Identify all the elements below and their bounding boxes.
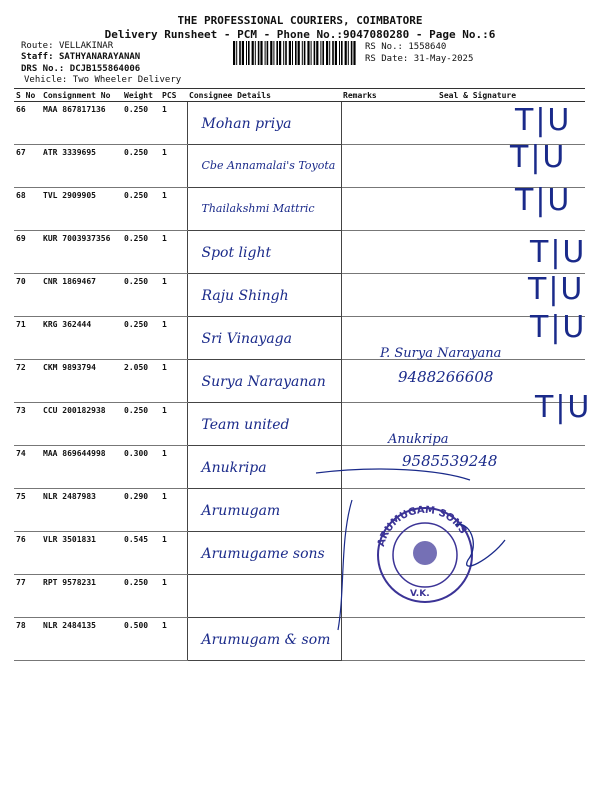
drs-label: DRS No.: <box>21 64 65 74</box>
row-consignment: CKM 9893794 <box>41 360 122 403</box>
row-pcs: 1 <box>160 446 187 489</box>
row-consignment: ATR 3339695 <box>41 145 122 188</box>
rs-date-value: 31-May-2025 <box>413 54 474 64</box>
consignee-handwriting: Arumugam & som <box>201 632 331 648</box>
row-consignment: VLR 3501831 <box>41 532 122 575</box>
row-sno: 74 <box>14 446 41 489</box>
row-weight: 0.250 <box>122 145 160 188</box>
row-weight: 0.250 <box>122 188 160 231</box>
row-consignment: CCU 200182938 <box>41 403 122 446</box>
row-pcs: 1 <box>160 188 187 231</box>
staff-label: Staff: <box>21 52 54 62</box>
row-weight: 0.300 <box>122 446 160 489</box>
rs-date-label: RS Date: <box>365 54 409 64</box>
consignee-handwriting: Surya Narayanan <box>201 374 326 390</box>
row-weight: 2.050 <box>122 360 160 403</box>
row-sno: 70 <box>14 274 41 317</box>
row-pcs: 1 <box>160 231 187 274</box>
svg-text:ARUMUGAM SONS: ARUMUGAM SONS <box>375 504 469 548</box>
row-consignment: RPT 9578231 <box>41 575 122 618</box>
signature-mark-69: T|U <box>530 235 587 270</box>
header-consignee: Consignee Details <box>187 89 341 102</box>
consignee-handwriting: Spot light <box>201 245 272 261</box>
header-sno: S No <box>14 89 41 102</box>
header-consignment: Consignment No <box>41 89 122 102</box>
header-pcs: PCS <box>160 89 187 102</box>
row-consignment: KUR 7003937356 <box>41 231 122 274</box>
signature-mark-66: T|U <box>515 103 572 138</box>
row-sno: 67 <box>14 145 41 188</box>
row-weight: 0.250 <box>122 317 160 360</box>
row-pcs: 1 <box>160 489 187 532</box>
consignee-handwriting: Sri Vinayaga <box>201 331 292 347</box>
header-remarks: Remarks <box>341 89 399 102</box>
row-pcs: 1 <box>160 360 187 403</box>
consignee-handwriting: Anukripa <box>201 460 267 476</box>
row-weight: 0.250 <box>122 231 160 274</box>
header-weight: Weight <box>122 89 160 102</box>
row-weight: 0.250 <box>122 575 160 618</box>
row-consignment: CNR 1869467 <box>41 274 122 317</box>
row-consignment: MAA 867817136 <box>41 102 122 145</box>
row-sno: 73 <box>14 403 41 446</box>
row-sno: 78 <box>14 618 41 661</box>
consignee-handwriting: Team united <box>201 417 290 433</box>
row-pcs: 1 <box>160 532 187 575</box>
row-pcs: 1 <box>160 403 187 446</box>
signature-mark-70: T|U <box>528 272 585 307</box>
rs-no-label: RS No.: <box>365 42 403 52</box>
remark-72-name: P. Surya Narayana <box>380 346 502 361</box>
row-pcs: 1 <box>160 102 187 145</box>
signature-mark-68: T|U <box>515 183 572 218</box>
signature-mark-71: T|U <box>530 310 587 345</box>
row-consignment: NLR 2484135 <box>41 618 122 661</box>
vehicle-value: Two Wheeler Delivery <box>72 75 182 85</box>
row-sno: 69 <box>14 231 41 274</box>
row-consignment: KRG 362444 <box>41 317 122 360</box>
drs-value: DCJB155864006 <box>69 64 141 74</box>
row-pcs: 1 <box>160 145 187 188</box>
row-consignment: MAA 869644998 <box>41 446 122 489</box>
remark-72-phone: 9488266608 <box>398 368 494 386</box>
row-weight: 0.500 <box>122 618 160 661</box>
row-pcs: 1 <box>160 274 187 317</box>
row-weight: 0.250 <box>122 403 160 446</box>
svg-text:V.K.: V.K. <box>410 589 430 599</box>
consignee-handwriting: Arumugame sons <box>201 546 325 562</box>
row-pcs: 1 <box>160 317 187 360</box>
row-sno: 76 <box>14 532 41 575</box>
route-value: VELLAKINAR <box>58 41 114 51</box>
row-sno: 72 <box>14 360 41 403</box>
rs-no-value: 1558640 <box>408 42 447 52</box>
consignee-handwriting: Mohan priya <box>201 116 292 132</box>
vehicle-label: Vehicle: <box>24 75 68 85</box>
company-stamp <box>376 505 472 602</box>
row-pcs: 1 <box>160 618 187 661</box>
company-title: THE PROFESSIONAL COURIERS, COIMBATORE <box>177 14 423 27</box>
staff-value: SATHYANARAYANAN <box>58 52 141 62</box>
row-weight: 0.250 <box>122 102 160 145</box>
row-pcs: 1 <box>160 575 187 618</box>
header-seal: Seal & Signature <box>399 89 585 102</box>
row-consignment: NLR 2487983 <box>41 489 122 532</box>
row-sno: 68 <box>14 188 41 231</box>
row-sno: 75 <box>14 489 41 532</box>
consignee-handwriting: Arumugam <box>201 503 281 519</box>
route-label: Route: <box>21 41 54 51</box>
consignee-handwriting: Cbe Annamalai's Toyota <box>201 159 336 172</box>
row-sno: 77 <box>14 575 41 618</box>
remark-74-phone: 9585539248 <box>402 452 498 470</box>
signature-mark-67: T|U <box>510 140 567 175</box>
consignee-handwriting: Thailakshmi Mattric <box>201 202 315 215</box>
runsheet-subtitle: Delivery Runsheet - PCM - Phone No.:9047080280 - Page No.:6 <box>104 28 496 41</box>
row-weight: 0.250 <box>122 274 160 317</box>
row-sno: 71 <box>14 317 41 360</box>
row-weight: 0.290 <box>122 489 160 532</box>
row-sno: 66 <box>14 102 41 145</box>
row-weight: 0.545 <box>122 532 160 575</box>
row-consignment: TVL 2909905 <box>41 188 122 231</box>
consignee-handwriting: Raju Shingh <box>201 288 289 304</box>
remark-74-name: Anukripa <box>388 432 449 447</box>
signature-mark-73: T|U <box>535 390 592 425</box>
